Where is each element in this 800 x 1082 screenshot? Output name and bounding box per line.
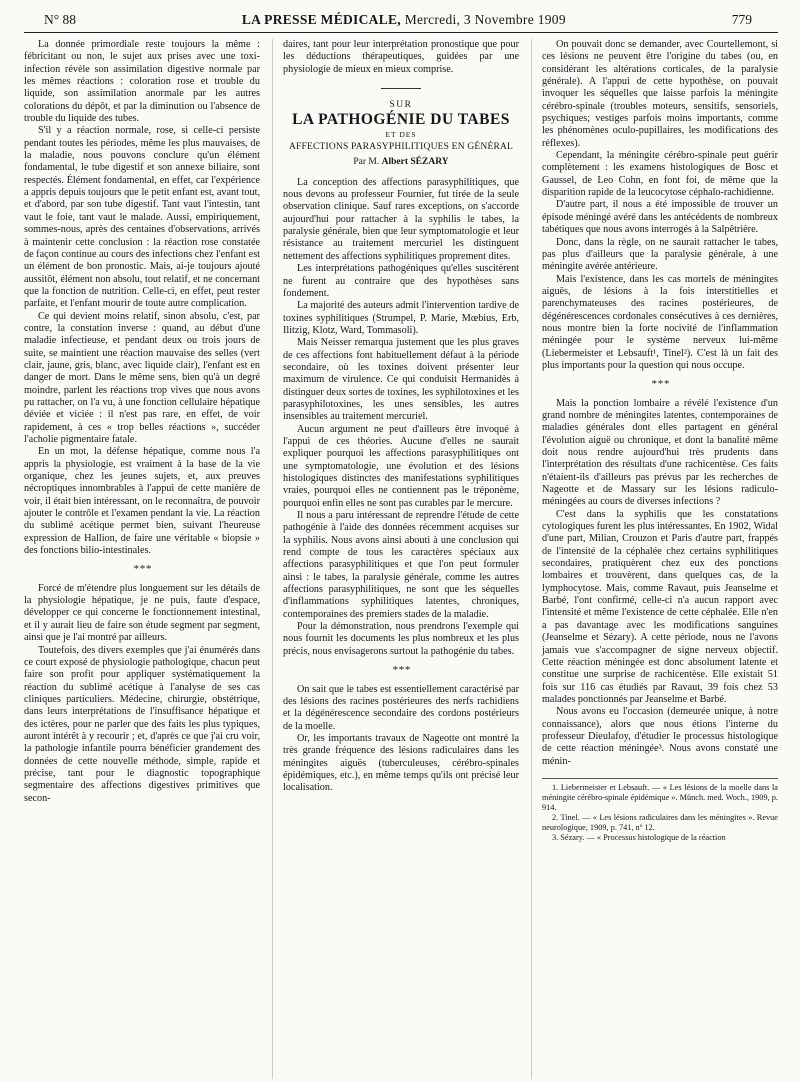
column-2 [272,39,519,1079]
paragraph: Forcé de m'étendre plus longuement sur les détails de la physiologie hépatique, je ne puis, faute d'espace, développer ce qui concerne le fonctionnement intestinal, et il y aurait lieu de faire son étude segment par segment, ainsi que je l'ai montré par ailleurs. [24,582,260,644]
section-separator: * * * [651,378,669,391]
paragraph: Les interprétations pathogéniques qu'elles suscitèrent ne furent au contraire que des hypothèses sans fondement. [283,263,519,299]
column-1 [24,39,260,1079]
paragraph: Mais l'existence, dans les cas mortels de méningites aiguës, de lésions à la fois interstitielles et parenchymateuses des racines postérieures, de dégénérescences cordonales consécutives à ces dernières, nous montre bien la forte nocivité de l'inflammation méningée pour le système nerveux lui-même (Liebermeister et Lebsauft¹, Tinel²). C'est là un fait des plus importants pour la question qui nous occupe. [542,273,778,371]
column-3 [531,39,778,1079]
author-prefix: Par M. [353,157,380,168]
paragraph: On pouvait donc se demander, avec Courtellemont, si ces lésions ne peuvent être l'origine du tabes (ou, en considérant les altérations corticales, de la paralysie générale). A l'appui de cette hypothèse, on pouvait invoquer les séquelles que laisse parfois la méningite cérébro-spinale (troubles moteurs, sensitifs, sensoriels, psychiques; vestiges parfois moins importants, comme les phénomènes oculo-pupillaires, les modifications des réflexes). [542,39,778,149]
paragraph: C'est dans la syphilis que les constatations cytologiques furent les plus intéressantes. En 1902, Widal d'une part, Milian, Crouzon et Paris d'autre part, frappés de l'intensité de la céphalée chez certains syphilitiques secondaires, pratiquèrent chez eux des ponctions lombaires et trouvèrent, dans quelques cas, de la lymphocytose. Mais, comme Ravaut, puis Jeanselme et Barbé, l'ont confirmé, celle-ci n'a aucun rapport avec l'intensité et même l'existence de cette céphalée. Elle n'en a pas davantage avec les modifications sanguines (Jeanselme et Sézary). A cette période, nous ne l'avons jamais vue s'accompagner de signe nerveux objectif. Cette réaction méningée est donc absolument latente et constitue une surprise de rachicentèse. Elle existait 51 fois sur 116 cas étudiés par Ravaut, 39 fois chez 53 malades ponctionnés par Jeanselme et Barbé. [542,508,778,705]
paragraph: S'il y a réaction normale, rose, si celle-ci persiste pendant toutes les périodes, même les plus mauvaises, de la maladie, nous pouvons conclure qu'un élément fondamental, le tube digestif et son annexe biliaire, sont respectés. Élément fondamental, en effet, car l'expérience a appris depuis toujours que le petit enfant est, avant tout, et d'abord, par son tube digestif. Tant vaut l'intestin, tant vaut le foie, tant vaut le malade. Aussi, empiriquement, sommes-nous, après des centaines d'observations, arrivés à maintenir cette conclusion : la réaction rose constatée de façon continue au cours des infections chez l'enfant est un élément de bon pronostic. Mais, ai-je toujours ajouté aussitôt, élément non absolu, tout relatif, et ne concernant que la fonction de nutrition. Celle-ci, en effet, peut rester parfaite, et l'enfant mourir de toute autre complication. [24,125,260,310]
page-header [24,12,778,33]
paragraph: On sait que le tabes est essentiellement caractérisé par des lésions des racines postérieures des nerfs rachidiens et la dégénérescence secondaire des cordons postérieurs de la moelle. [283,683,519,732]
text-columns [24,39,778,1079]
paragraph: Donc, dans la règle, on ne saurait rattacher le tabes, pas plus d'ailleurs que la paralysie générale, à une méningite avérée antérieure. [542,236,778,273]
author-name: Albert SÉZARY [381,157,449,168]
journal-title [242,12,566,28]
footnote: 1. Liebermeister et Lebsauft. — « Les lésions de la moelle dans la méningite cérébro-spinale épidémique ». Münch. med. Woch., 1909, p. 914. [542,782,778,812]
section-separator: * * * [392,664,410,677]
paragraph: En un mot, la défense hépatique, comme nous l'a appris la physiologie, est vraiment à la base de la vie organique, chez les jeunes sujets, et, aux preuves nécroptiques innombrables à l'appui de cette manière de voir, il était bien intéressant, on le reconnaîtra, de pouvoir ajouter le contrôle et l'examen pendant la vie. La réaction du sublimé acétique permet bien, suivant l'heureuse expression de Hallion, de faire une véritable « biopsie » des fonctions bilio-intestinales. [24,446,260,557]
journal-name: LA PRESSE MÉDICALE, [241,12,401,27]
article-subtitle: AFFECTIONS PARASYPHILITIQUES EN GÉNÉRAL [288,142,514,153]
paragraph: Nous avons eu l'occasion (demeurée unique, à notre connaissance), alors que nous étions l'interne du professeur Dieulafoy, d'étudier le processus histologique de cette réaction méningée³. Nous avons constaté une ménin- [542,706,778,767]
footnote: 2. Tinel. — « Les lésions radiculaires dans les méningites ». Revue neurologique, 1909, p. 741, nº 12. [542,812,778,832]
paragraph: Il nous a paru intéressant de reprendre l'étude de cette pathogénie à l'aide des données récemment acquises sur la syphilis. Nous avons ainsi abouti à une conclusion qui rend compte de tous les caractères spéciaux aux affections parasyphilitiques et que l'on peut formuler ainsi : le tabes, la paralysie générale, comme les autres affections parasyphilitiques, ne sont que les séquelles d'inflammations syphilitiques latentes, chroniques, contemporaines des premiers stades de la maladie. [283,510,519,620]
paragraph: D'autre part, il nous a été impossible de trouver un épisode méningé avéré dans les antécédents de nombreux tabétiques que nous avons interrogés à la Salpêtrière. [542,199,778,236]
footnote: 3. Sézary. — « Processus histologique de la réaction [552,832,726,842]
paragraph: daires, tant pour leur interprétation pronostique que pour les déductions thérapeutiques, guidées par une physiologie de mieux en mieux comprise. [283,39,519,75]
heading-sur: SUR [389,100,413,111]
divider [381,88,421,89]
paragraph: Ce qui devient moins relatif, sinon absolu, c'est, par contre, la constation inverse : quand, au début d'une maladie infectieuse, et pendant deux ou trois jours de suite, se maintient une réaction mauvaise des selles (vert clair, jaune, gris, blanc, avec liquide clair), l'enfant est en danger de mort. Dans le même sens, bien qu'à un degré moindre, parlent les réactions trop vives que nous avons pu rattacher, on l'a vu, à une fonction cellulaire hépatique déviée et viciée : il n'est pas rare, en effet, de voir rapidement, à ces « trop belles réactions », succéder l'acholie pigmentaire fatale. [24,310,260,445]
paragraph: Mais la ponction lombaire a révélé l'existence d'un grand nombre de méningites latentes, contemporaines de maladies générales dont elles partagent en général l'évolution aiguë ou chronique, et dont la banalité même doit nous rendre aujourd'hui très prudents dans l'interprétation des résultats d'une rachicentèse. Ces faits n'étaient-ils d'ailleurs pas prévus par les recherches de Nageotte et de Massary sur les lésions radiculo-méningées au cours de diverses infections ? [542,397,778,508]
heading-et: ET DES [385,129,417,139]
paragraph: Pour la démonstration, nous prendrons l'exemple qui nous fournit les documents les plus nombreux et les plus précis, nous envisagerons surtout la pathogénie du tabes. [283,621,519,657]
paragraph: Or, les importants travaux de Nageotte ont montré la très grande fréquence des lésions radiculaires dans les méningites aiguës (tuberculeuses, cérébro-spinales épidémiques, etc.), en même temps qu'ils ont précisé leur localisation. [283,732,519,794]
section-separator: * * * [133,563,151,576]
paragraph: Aucun argument ne peut d'ailleurs être invoqué à l'appui de ces théories. Aucune d'elles ne saurait expliquer pourquoi les affections parasyphilitiques ont une symptomatologie, une évolution et des lésions histologiques distinctes des manifestations syphilitiques vraies, pourquoi elles ne contiennent pas le tréponème, pourquoi enfin elles ne sont pas curables par le mercure. [283,423,519,509]
paragraph: Cependant, la méningite cérébro-spinale peut guérir complètement : les examens histologiques de Bosc et Gaussel, de Leo Cohn, en font foi, de même que la disparition rapide de la leucocytose céphalo-rachidienne. [542,150,778,199]
paragraph: La donnée primordiale reste toujours la même : fébricitant ou non, le sujet aux prises avec une toxi-infection révèle son assimilation digestive normale par les mêmes réactions : coloration rose et trouble du liquide, son assimilation anormale par les autres colorations du dépôt, et par la diminution ou l'absence de trouble du liquide des tubes. [24,39,260,125]
article-heading [283,99,519,169]
paragraph: La conception des affections parasyphilitiques, que nous devons au professeur Fournier, fut tirée de la seule observation clinique. Sauf rares exceptions, on s'accorde aujourd'hui pour rattacher à la syphilis le tabes, la paralysie générale, bien que leur symptomatologie et leur résistance au traitement mercuriel les distinguent nettement des affections syphilitiques proprement dites. [283,176,519,262]
paragraph: Toutefois, des divers exemples que j'ai énumérés dans ce court exposé de physiologie pathologique, chacun peut faire son profit pour appliquer systématiquement la réaction du sublimé acétique à l'analyse de ses cas cliniques particuliers. Médecine, chirurgie, obstétrique, dans leurs interprétations de l'insuffisance hépatique et des ictères, pour ne parler que des faits les plus typiques, auront intérêt à y recourir ; et, d'après ce que j'ai cru voir, la pathologie infantile pourra bénéficier grandement des données de cette nouvelle méthode, simple, rapide et précise, tant pour le diagnostic topographique segmentaire des affections digestives primitives que secon- [24,644,260,804]
page-number: 779 [731,12,752,27]
issue-number: N° 88 [44,12,77,27]
paragraph: Mais Neisser remarqua justement que les plus graves de ces affections font habituellement défaut à la période secondaire, où les toxines doivent présenter leur maximum de virulence. Ce qui conduisit Hermanidès à distinguer deux sortes de toxines, les syphilotoxines et les parasyphilotoxines, les unes sensibles, les autres insensibles au traitement mercuriel. [283,337,519,423]
footnotes [542,778,778,843]
article-author [283,156,519,168]
issue-date: Mercredi, 3 Novembre 1909 [404,12,566,27]
paragraph: La majorité des auteurs admit l'intervention tardive de toxines syphilitiques (Strumpel, P. Marie, Mœbius, Erb, Ilitzig, Klotz, Ward, Tommasoli). [283,300,519,336]
article-title: LA PATHOGÉNIE DU TABES [292,111,510,129]
